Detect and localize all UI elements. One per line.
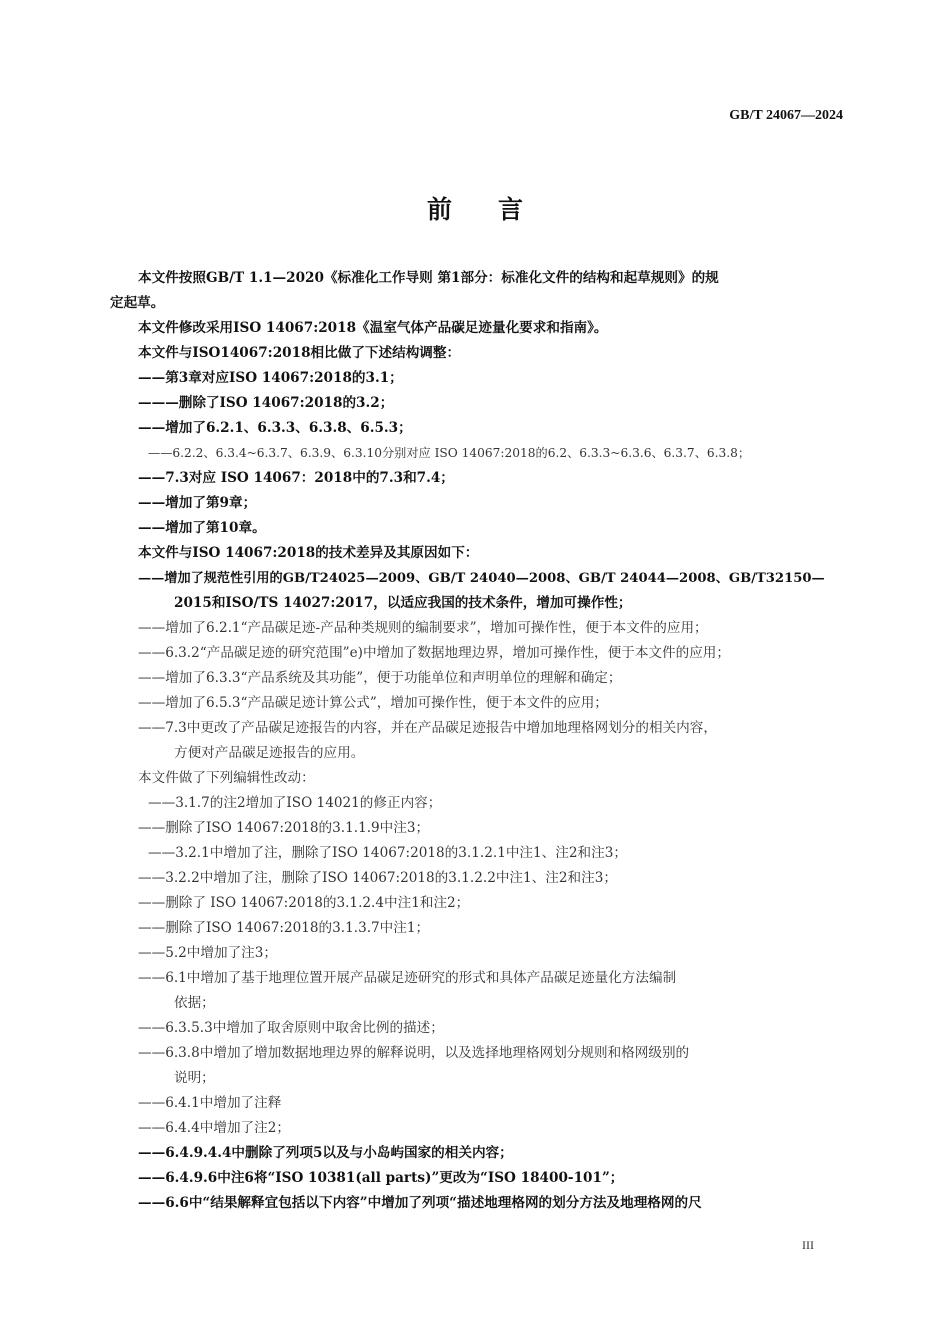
paragraph-line: 定起草。	[110, 295, 165, 311]
list-item: ——6.3.2“产品碳足迹的研究范围”e)中增加了数据地理边界，增加可操作性，便于本文件的应用；	[138, 645, 730, 661]
list-item: ——增加了6.5.3“产品碳足迹计算公式”，增加可操作性，便于本文件的应用；	[138, 695, 608, 711]
list-item: ——6.4.1中增加了注释	[138, 1095, 282, 1111]
standard-number: GB/T 24067—2024	[729, 108, 843, 123]
paragraph-line: 本文件修改采用ISO 14067:2018《温室气体产品碳足迹量化要求和指南》。	[138, 320, 608, 336]
list-item: ——增加了第10章。	[138, 520, 266, 536]
list-item-continuation: 方便对产品碳足迹报告的应用。	[174, 745, 365, 761]
paragraph-line: 本文件按照GB/T 1.1—2020《标准化工作导则 第1部分：标准化文件的结构和起草规则》的规	[138, 270, 719, 286]
list-item: ——6.6中“结果解释宜包括以下内容”中增加了列项“描述地理格网的划分方法及地理格网的尺	[138, 1195, 702, 1211]
list-item: ——6.1中增加了基于地理位置开展产品碳足迹研究的形式和具体产品碳足迹量化方法编制	[138, 970, 677, 986]
paragraph-line: 本文件做了下列编辑性改动：	[138, 770, 315, 786]
list-item: ——增加了第9章；	[138, 495, 257, 511]
list-item-continuation: 依据；	[174, 995, 215, 1011]
list-item: ——7.3中更改了产品碳足迹报告的内容，并在产品碳足迹报告中增加地理格网划分的相关内容，	[138, 720, 717, 736]
paragraph-line: 本文件与ISO14067:2018相比做了下述结构调整：	[138, 345, 461, 361]
list-item: ——6.4.9.4.4中删除了列项5以及与小岛屿国家的相关内容；	[138, 1145, 513, 1161]
page-title: 前言	[426, 195, 569, 224]
list-item: ——增加了6.3.3“产品系统及其功能”，便于功能单位和声明单位的理解和确定；	[138, 670, 622, 686]
list-item: ——6.4.4中增加了注2；	[138, 1120, 290, 1136]
list-item: ——3.2.2中增加了注，删除了ISO 14067:2018的3.1.2.2中注1、注2和注3；	[138, 870, 617, 886]
list-item: ——6.3.8中增加了增加数据地理边界的解释说明，以及选择地理格网划分规则和格网级别的	[138, 1045, 690, 1061]
paragraph-line: 本文件与ISO 14067:2018的技术差异及其原因如下：	[138, 545, 479, 561]
list-item: ——增加了规范性引用的GB/T24025—2009、GB/T 24040—2008、GB/T 24044—2008、GB/T32150—	[138, 571, 825, 586]
list-item: ——增加了6.2.1、6.3.3、6.3.8、6.5.3；	[138, 420, 412, 436]
list-item: ——3.1.7的注2增加了ISO 14021的修正内容；	[148, 795, 442, 811]
page-number: III	[802, 1238, 814, 1252]
list-item: ——7.3对应 ISO 14067：2018中的7.3和7.4；	[138, 470, 454, 486]
list-item: ——6.3.5.3中增加了取舍原则中取舍比例的描述；	[138, 1020, 444, 1036]
list-item-continuation: 说明；	[174, 1070, 215, 1086]
list-item: ——增加了6.2.1“产品碳足迹-产品种类规则的编制要求”，增加可操作性，便于本文件的应用；	[138, 620, 708, 636]
preface-body	[110, 266, 840, 1216]
list-item: ——6.2.2、6.3.4~6.3.7、6.3.9、6.3.10分别对应 ISO 14067:2018的6.2、6.3.3~6.3.6、6.3.7、6.3.8；	[148, 446, 751, 460]
list-item: ——删除了 ISO 14067:2018的3.1.2.4中注1和注2；	[138, 895, 470, 911]
list-item: ——删除了ISO 14067:2018的3.1.1.9中注3；	[138, 820, 430, 836]
list-item: ——删除了ISO 14067:2018的3.1.3.7中注1；	[138, 920, 430, 936]
list-item: ——6.4.9.6中注6将“ISO 10381(all parts)”更改为“ISO 18400-101”；	[138, 1170, 624, 1186]
list-item: ——5.2中增加了注3；	[138, 945, 278, 961]
list-item-continuation: 2015和ISO/TS 14027:2017，以适应我国的技术条件，增加可操作性；	[174, 595, 632, 611]
list-item: ——3.2.1中增加了注，删除了ISO 14067:2018的3.1.2.1中注1、注2和注3；	[148, 845, 627, 861]
list-item: ——第3章对应ISO 14067:2018的3.1；	[138, 370, 403, 386]
list-item: ———删除了ISO 14067:2018的3.2；	[138, 395, 394, 411]
